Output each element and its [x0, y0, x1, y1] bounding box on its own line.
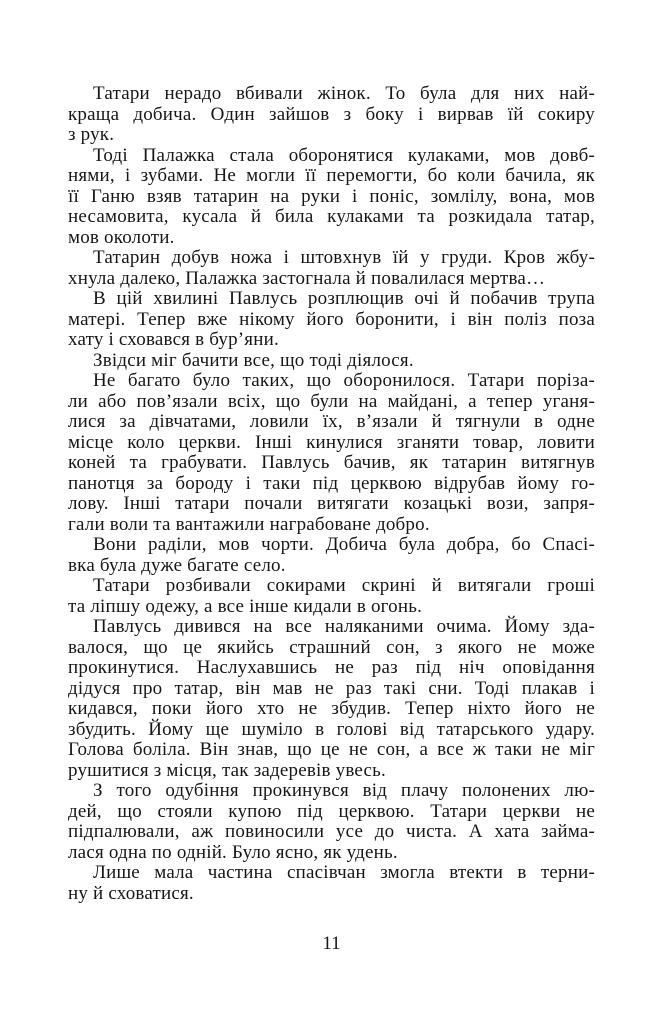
text-line: Вони раділи, мов чорти. Добича була добра, бо Спасі-: [93, 534, 595, 555]
text-line: Татари розбивали сокирами скрині й витягали гроші: [93, 575, 595, 596]
text-line: несамовита, кусала й била кулаками та розкидала татар,: [68, 206, 595, 227]
text-line: дідуся про татар, він мав не раз такі сни. Тоді плакав і: [68, 677, 595, 699]
text-line: В цій хвилині Павлусь розплющив очі й побачив трупа: [93, 288, 595, 309]
text-line: рушитися з місця, так задеревів увесь.: [68, 759, 386, 781]
paragraph: [68, 863, 595, 904]
text-line: панотця за бороду і таки під церквою відрубав йому го-: [68, 472, 595, 494]
text-line: валося, що це якийсь страшний сон, з якого не може: [68, 636, 595, 658]
text-line: лися за дівчатами, ловили їх, в’язали й тягнули в одне: [68, 411, 595, 432]
text-line: Татари нерадо вбивали жінок. То була для них най-: [93, 83, 595, 104]
paragraph: [68, 351, 595, 372]
text-line: матері. Тепер вже нікому його боронити, і він поліз поза: [68, 308, 595, 330]
text-line: ли або пов’язали всіх, що були на майдані, а тепер уганя-: [68, 390, 595, 412]
paragraph: [68, 576, 595, 617]
paragraph: [68, 84, 595, 146]
text-line: місце коло церкви. Інші кинулися зганяти товар, ловити: [68, 431, 595, 453]
text-line: ну й сховатися.: [68, 882, 194, 904]
text-line: та ліпшу одежу, а все інше кидали в огонь.: [68, 595, 423, 617]
text-line: нями, і зубами. Не могли її перемогти, бо коли бачила, як: [68, 165, 595, 186]
paragraph: [68, 781, 595, 863]
text-line: дей, що стояли купою під церквою. Татари церкви не: [68, 800, 595, 822]
text-line: Павлусь дивився на все наляканими очима. Йому зда-: [93, 616, 595, 637]
text-line: її Ганю взяв татарин на руки і поніс, зомлілу, вона, мов: [68, 185, 595, 207]
text-line: вка була дуже багате село.: [68, 554, 286, 576]
text-line: гали воли та вантажили награбоване добро.: [68, 513, 430, 535]
paragraph: [68, 535, 595, 576]
paragraph: [68, 248, 595, 289]
text-line: коней та грабувати. Павлусь бачив, як татарин витягнув: [68, 452, 595, 473]
paragraph: [68, 146, 595, 249]
text-line: мов околоти.: [68, 226, 175, 248]
text-line: З того одубіння прокинувся від плачу полонених лю-: [93, 780, 595, 801]
text-line: лову. Інші татари почали витягати козацькі вози, запря-: [68, 493, 595, 514]
text-line: збудить. Йому ще шуміло в голові від татарського удару.: [68, 718, 595, 740]
text-line: Голова боліла. Він знав, що це не сон, а все ж таки не міг: [68, 739, 595, 760]
text-line: кидався, поки його хто не збудив. Тепер ніхто його не: [68, 698, 595, 719]
text-line: Татарин добув ножа і штовхнув їй у груди. Кров жбу-: [93, 247, 595, 268]
text-line: хату і сховався в бур’яни.: [68, 329, 279, 350]
paragraph: [68, 371, 595, 535]
text-line: підпалювали, аж повиносили усе до чиста. А хата займа-: [68, 821, 595, 842]
text-line: з рук.: [68, 124, 115, 145]
text-line: Тоді Палажка стала оборонятися кулаками, мов довб-: [93, 144, 595, 166]
text-line: лася одна по одній. Було ясно, як удень.: [68, 841, 398, 863]
text-line: Звідси міг бачити все, що тоді діялося.: [93, 349, 414, 371]
page-number: 11: [322, 933, 341, 954]
text-line: хнула далеко, Палажка застогнала й повалилася мертва…: [68, 267, 546, 289]
text-line: Не багато було таких, що оборонилося. Татари поріза-: [93, 370, 595, 391]
paragraph: [68, 617, 595, 781]
text-line: краща добича. Один зайшов з боку і вирвав їй сокиру: [68, 103, 595, 125]
text-line: прокинутися. Наслухавшись не раз під ніч оповідання: [68, 657, 595, 678]
text-block: [68, 84, 595, 904]
paragraph: [68, 289, 595, 351]
text-line: Лише мала частина спасівчан змогла втекти в терни-: [93, 862, 595, 883]
